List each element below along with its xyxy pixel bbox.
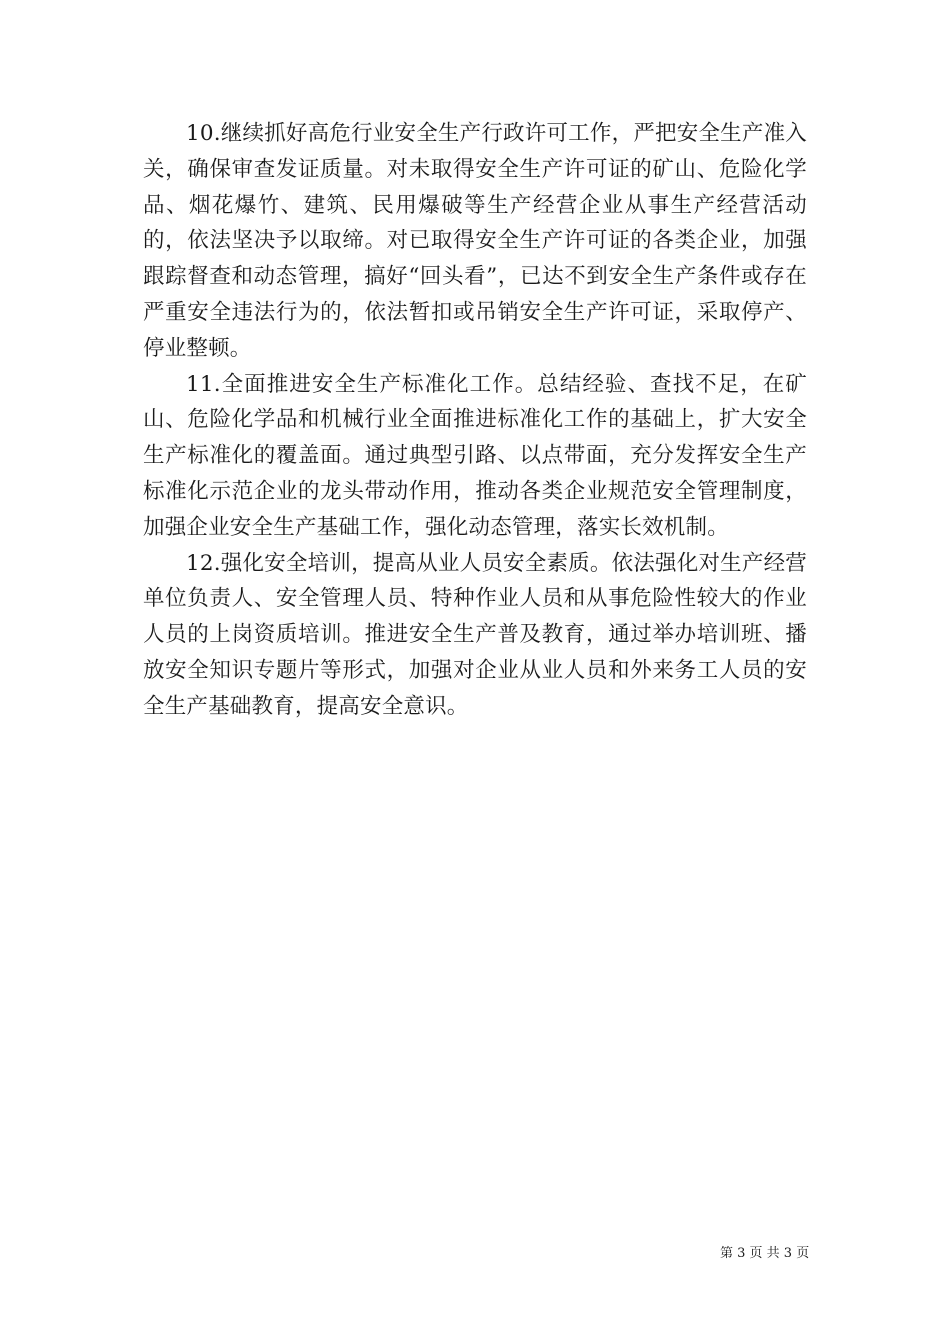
document-body bbox=[143, 116, 807, 725]
paragraph-item-12: 12.强化安全培训，提高从业人员安全素质。依法强化对生产经营单位负责人、安全管理人员、特种作业人员和从事危险性较大的作业人员的上岗资质培训。推进安全生产普及教育，通过举办培训班、播放安全知识专题片等形式，加强对企业从业人员和外来务工人员的安全生产基础教育，提高安全意识。 bbox=[143, 550, 807, 719]
paragraph-item-11: 11.全面推进安全生产标准化工作。总结经验、查找不足，在矿山、危险化学品和机械行业全面推进标准化工作的基础上，扩大安全生产标准化的覆盖面。通过典型引路、以点带面，充分发挥安全生产标准化示范企业的龙头带动作用，推动各类企业规范安全管理制度，加强企业安全生产基础工作，强化动态管理，落实长效机制。 bbox=[143, 371, 807, 540]
page-footer: 第 3 页 共 3 页 bbox=[720, 1246, 810, 1261]
paragraph-item-10: 10.继续抓好高危行业安全生产行政许可工作，严把安全生产准入关，确保审查发证质量。对未取得安全生产许可证的矿山、危险化学品、烟花爆竹、建筑、民用爆破等生产经营企业从事生产经营活动的，依法坚决予以取缔。对已取得安全生产许可证的各类企业，加强跟踪督查和动态管理，搞好“回头看”，已达不到安全生产条件或存在严重安全违法行为的，依法暂扣或吊销安全生产许可证，采取停产、停业整顿。 bbox=[143, 121, 807, 361]
